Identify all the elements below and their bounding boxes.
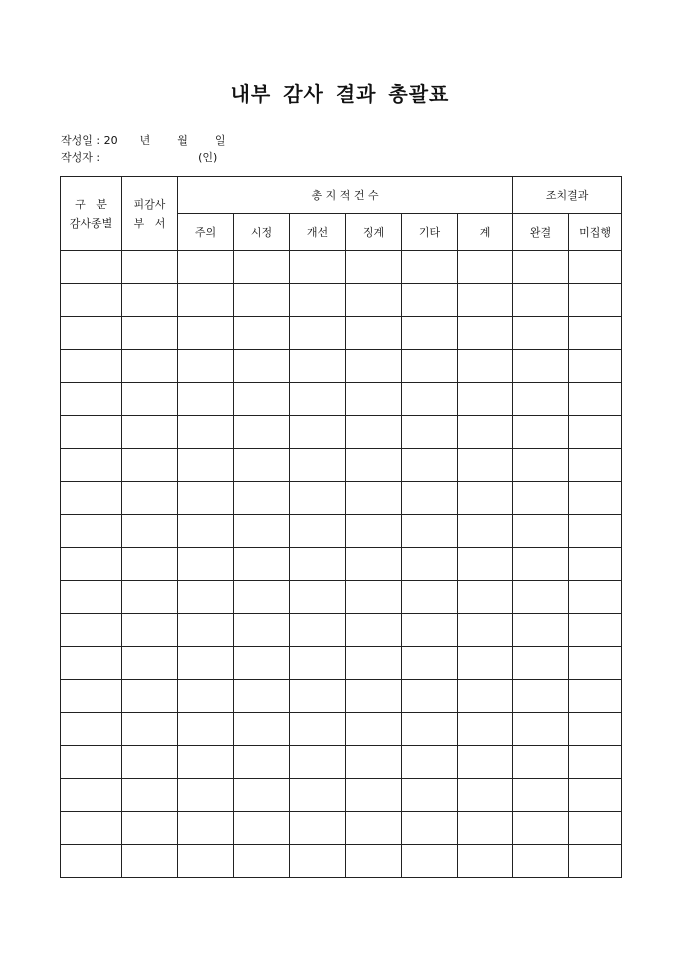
table-cell[interactable] bbox=[290, 746, 346, 779]
table-cell[interactable] bbox=[346, 713, 402, 746]
table-cell[interactable] bbox=[290, 383, 346, 416]
table-cell[interactable] bbox=[122, 713, 178, 746]
department-header bbox=[122, 177, 178, 251]
table-cell[interactable] bbox=[234, 515, 290, 548]
table-cell[interactable] bbox=[290, 812, 346, 845]
day-label: 일 bbox=[214, 134, 226, 147]
table-cell[interactable] bbox=[178, 416, 234, 449]
page-title: 내부 감사 결과 총괄표 bbox=[230, 82, 450, 106]
table-cell[interactable] bbox=[61, 416, 122, 449]
table-row bbox=[61, 317, 622, 350]
findings-col-total: 계 bbox=[458, 214, 513, 251]
table-cell[interactable] bbox=[122, 548, 178, 581]
table-cell[interactable] bbox=[569, 482, 622, 515]
table-cell[interactable] bbox=[122, 449, 178, 482]
table-cell[interactable] bbox=[346, 548, 402, 581]
table-cell[interactable] bbox=[122, 779, 178, 812]
table-cell[interactable] bbox=[346, 449, 402, 482]
table-cell[interactable] bbox=[513, 317, 569, 350]
findings-col-improvement: 개선 bbox=[290, 214, 346, 251]
table-cell[interactable] bbox=[513, 515, 569, 548]
table-cell[interactable] bbox=[234, 383, 290, 416]
table-row bbox=[61, 680, 622, 713]
table-cell[interactable] bbox=[346, 317, 402, 350]
table-cell[interactable] bbox=[61, 680, 122, 713]
table-cell[interactable] bbox=[513, 746, 569, 779]
table-cell[interactable] bbox=[402, 812, 458, 845]
table-cell[interactable] bbox=[569, 746, 622, 779]
table-cell[interactable] bbox=[234, 317, 290, 350]
table-cell[interactable] bbox=[346, 647, 402, 680]
table-cell[interactable] bbox=[234, 845, 290, 878]
table-cell[interactable] bbox=[569, 581, 622, 614]
table-cell[interactable] bbox=[61, 812, 122, 845]
table-cell[interactable] bbox=[178, 647, 234, 680]
table-cell[interactable] bbox=[346, 482, 402, 515]
table-cell[interactable] bbox=[290, 515, 346, 548]
table-cell[interactable] bbox=[569, 416, 622, 449]
table-cell[interactable] bbox=[513, 548, 569, 581]
findings-group-header: 총 지 적 건 수 bbox=[178, 177, 513, 214]
table-cell[interactable] bbox=[513, 482, 569, 515]
table-cell[interactable] bbox=[458, 647, 513, 680]
table-cell[interactable] bbox=[346, 350, 402, 383]
table-cell[interactable] bbox=[569, 680, 622, 713]
table-cell[interactable] bbox=[346, 680, 402, 713]
table-cell[interactable] bbox=[122, 251, 178, 284]
table-cell[interactable] bbox=[178, 779, 234, 812]
table-cell[interactable] bbox=[402, 845, 458, 878]
table-cell[interactable] bbox=[458, 515, 513, 548]
table-cell[interactable] bbox=[61, 713, 122, 746]
table-cell[interactable] bbox=[458, 680, 513, 713]
table-cell[interactable] bbox=[402, 482, 458, 515]
findings-col-correction: 시정 bbox=[234, 214, 290, 251]
table-row bbox=[61, 251, 622, 284]
table-cell[interactable] bbox=[234, 548, 290, 581]
findings-col-discipline: 징계 bbox=[346, 214, 402, 251]
table-cell[interactable] bbox=[178, 449, 234, 482]
year-label: 년 bbox=[139, 134, 151, 147]
table-cell[interactable] bbox=[234, 449, 290, 482]
table-cell[interactable] bbox=[122, 284, 178, 317]
header-row-1 bbox=[61, 177, 622, 214]
table-cell[interactable] bbox=[234, 647, 290, 680]
table-cell[interactable] bbox=[569, 350, 622, 383]
table-cell[interactable] bbox=[513, 383, 569, 416]
table-cell[interactable] bbox=[290, 680, 346, 713]
audit-type-header bbox=[61, 177, 122, 251]
table-cell[interactable] bbox=[178, 251, 234, 284]
findings-col-other: 기타 bbox=[402, 214, 458, 251]
table-cell[interactable] bbox=[346, 581, 402, 614]
date-line bbox=[61, 134, 226, 148]
table-cell[interactable] bbox=[234, 251, 290, 284]
table-cell[interactable] bbox=[569, 383, 622, 416]
table-row bbox=[61, 812, 622, 845]
table-cell[interactable] bbox=[178, 284, 234, 317]
table-cell[interactable] bbox=[122, 416, 178, 449]
table-cell[interactable] bbox=[61, 746, 122, 779]
table-cell[interactable] bbox=[513, 614, 569, 647]
table-cell[interactable] bbox=[513, 581, 569, 614]
seal-label: (인) bbox=[198, 151, 218, 164]
table-cell[interactable] bbox=[402, 515, 458, 548]
table-cell[interactable] bbox=[234, 614, 290, 647]
table-row bbox=[61, 713, 622, 746]
table-cell[interactable] bbox=[290, 482, 346, 515]
table-cell[interactable] bbox=[178, 350, 234, 383]
department-header-bottom: 부 서 bbox=[133, 216, 166, 230]
table-cell[interactable] bbox=[234, 581, 290, 614]
table-cell[interactable] bbox=[61, 482, 122, 515]
table-cell[interactable] bbox=[290, 317, 346, 350]
table-cell[interactable] bbox=[458, 746, 513, 779]
table-row bbox=[61, 746, 622, 779]
table-row bbox=[61, 284, 622, 317]
table-row bbox=[61, 449, 622, 482]
table-cell[interactable] bbox=[234, 416, 290, 449]
table-body bbox=[61, 251, 622, 878]
audit-type-header-bottom: 감사종별 bbox=[69, 216, 113, 230]
table-cell[interactable] bbox=[402, 647, 458, 680]
table-cell[interactable] bbox=[178, 383, 234, 416]
table-cell[interactable] bbox=[402, 581, 458, 614]
table-cell[interactable] bbox=[569, 548, 622, 581]
table-cell[interactable] bbox=[290, 581, 346, 614]
audit-summary-table bbox=[60, 176, 622, 878]
table-cell[interactable] bbox=[178, 581, 234, 614]
table-cell[interactable] bbox=[513, 647, 569, 680]
table-cell[interactable] bbox=[178, 845, 234, 878]
table-cell[interactable] bbox=[234, 482, 290, 515]
table-cell[interactable] bbox=[61, 317, 122, 350]
table-cell[interactable] bbox=[569, 449, 622, 482]
table-cell[interactable] bbox=[290, 845, 346, 878]
table-cell[interactable] bbox=[458, 383, 513, 416]
table-row bbox=[61, 779, 622, 812]
table-cell[interactable] bbox=[569, 713, 622, 746]
table-cell[interactable] bbox=[178, 680, 234, 713]
table-cell[interactable] bbox=[234, 779, 290, 812]
department-header-top: 피감사 bbox=[133, 197, 166, 211]
table-cell[interactable] bbox=[569, 251, 622, 284]
table-cell[interactable] bbox=[290, 713, 346, 746]
table-cell[interactable] bbox=[346, 779, 402, 812]
table-cell[interactable] bbox=[458, 284, 513, 317]
table-cell[interactable] bbox=[178, 515, 234, 548]
table-cell[interactable] bbox=[402, 383, 458, 416]
table-cell[interactable] bbox=[61, 779, 122, 812]
table-row bbox=[61, 581, 622, 614]
table-cell[interactable] bbox=[122, 746, 178, 779]
table-cell[interactable] bbox=[513, 845, 569, 878]
table-cell[interactable] bbox=[513, 416, 569, 449]
table-cell[interactable] bbox=[458, 449, 513, 482]
table-cell[interactable] bbox=[458, 812, 513, 845]
table-cell[interactable] bbox=[458, 581, 513, 614]
table-cell[interactable] bbox=[234, 812, 290, 845]
author-line bbox=[61, 151, 217, 165]
table-cell[interactable] bbox=[290, 416, 346, 449]
action-col-completed: 완결 bbox=[513, 214, 569, 251]
table-cell[interactable] bbox=[122, 383, 178, 416]
table-cell[interactable] bbox=[513, 449, 569, 482]
table-cell[interactable] bbox=[402, 416, 458, 449]
table-cell[interactable] bbox=[122, 647, 178, 680]
table-cell[interactable] bbox=[513, 812, 569, 845]
table-cell[interactable] bbox=[346, 416, 402, 449]
table-cell[interactable] bbox=[234, 284, 290, 317]
table-cell[interactable] bbox=[122, 845, 178, 878]
table-cell[interactable] bbox=[402, 779, 458, 812]
table-cell[interactable] bbox=[290, 614, 346, 647]
table-cell[interactable] bbox=[61, 614, 122, 647]
table-cell[interactable] bbox=[346, 845, 402, 878]
table-cell[interactable] bbox=[122, 350, 178, 383]
table-cell[interactable] bbox=[458, 614, 513, 647]
table-row bbox=[61, 350, 622, 383]
table-row bbox=[61, 482, 622, 515]
table-row bbox=[61, 647, 622, 680]
table-cell[interactable] bbox=[178, 812, 234, 845]
month-label: 월 bbox=[177, 134, 188, 147]
table-cell[interactable] bbox=[234, 350, 290, 383]
table-cell[interactable] bbox=[122, 812, 178, 845]
table-cell[interactable] bbox=[346, 746, 402, 779]
table-cell[interactable] bbox=[122, 581, 178, 614]
table-cell[interactable] bbox=[513, 251, 569, 284]
table-cell[interactable] bbox=[178, 614, 234, 647]
table-cell[interactable] bbox=[569, 515, 622, 548]
table-cell[interactable] bbox=[290, 779, 346, 812]
table-cell[interactable] bbox=[61, 845, 122, 878]
table-cell[interactable] bbox=[569, 317, 622, 350]
table-cell[interactable] bbox=[61, 251, 122, 284]
table-cell[interactable] bbox=[569, 845, 622, 878]
table-cell[interactable] bbox=[290, 251, 346, 284]
table-cell[interactable] bbox=[402, 350, 458, 383]
table-cell[interactable] bbox=[178, 746, 234, 779]
table-cell[interactable] bbox=[458, 482, 513, 515]
date-label: 작성일 : 20 bbox=[61, 134, 118, 147]
table-cell[interactable] bbox=[178, 548, 234, 581]
table-cell[interactable] bbox=[346, 284, 402, 317]
author-label: 작성자 : bbox=[61, 151, 101, 164]
table-cell[interactable] bbox=[513, 284, 569, 317]
table-cell[interactable] bbox=[290, 647, 346, 680]
table-row bbox=[61, 845, 622, 878]
table-cell[interactable] bbox=[290, 284, 346, 317]
table-cell[interactable] bbox=[61, 515, 122, 548]
table-cell[interactable] bbox=[346, 812, 402, 845]
table-cell[interactable] bbox=[569, 614, 622, 647]
table-cell[interactable] bbox=[458, 251, 513, 284]
table-cell[interactable] bbox=[569, 284, 622, 317]
table-cell[interactable] bbox=[569, 647, 622, 680]
table-row bbox=[61, 416, 622, 449]
table-cell[interactable] bbox=[61, 581, 122, 614]
table-cell[interactable] bbox=[234, 680, 290, 713]
table-cell[interactable] bbox=[402, 746, 458, 779]
table-cell[interactable] bbox=[513, 350, 569, 383]
table-cell[interactable] bbox=[290, 449, 346, 482]
table-cell[interactable] bbox=[402, 680, 458, 713]
table-cell[interactable] bbox=[569, 779, 622, 812]
table-cell[interactable] bbox=[458, 779, 513, 812]
table-cell[interactable] bbox=[178, 713, 234, 746]
findings-col-caution: 주의 bbox=[178, 214, 234, 251]
table-row bbox=[61, 548, 622, 581]
table-cell[interactable] bbox=[61, 284, 122, 317]
table-cell[interactable] bbox=[122, 515, 178, 548]
table-cell[interactable] bbox=[346, 614, 402, 647]
table-cell[interactable] bbox=[458, 317, 513, 350]
table-cell[interactable] bbox=[61, 548, 122, 581]
table-cell[interactable] bbox=[402, 317, 458, 350]
table-cell[interactable] bbox=[61, 383, 122, 416]
table-cell[interactable] bbox=[178, 482, 234, 515]
table-cell[interactable] bbox=[290, 350, 346, 383]
table-cell[interactable] bbox=[402, 449, 458, 482]
table-cell[interactable] bbox=[290, 548, 346, 581]
table-cell[interactable] bbox=[234, 746, 290, 779]
table-cell[interactable] bbox=[458, 713, 513, 746]
table-cell[interactable] bbox=[458, 416, 513, 449]
table-cell[interactable] bbox=[234, 713, 290, 746]
table-cell[interactable] bbox=[61, 647, 122, 680]
table-cell[interactable] bbox=[402, 284, 458, 317]
table-cell[interactable] bbox=[346, 515, 402, 548]
action-col-pending: 미집행 bbox=[569, 214, 622, 251]
table-cell[interactable] bbox=[513, 680, 569, 713]
table-cell[interactable] bbox=[122, 680, 178, 713]
table-cell[interactable] bbox=[346, 383, 402, 416]
table-row bbox=[61, 614, 622, 647]
table-cell[interactable] bbox=[402, 548, 458, 581]
audit-type-header-top: 구 분 bbox=[75, 197, 107, 211]
table-cell[interactable] bbox=[513, 779, 569, 812]
table-cell[interactable] bbox=[61, 449, 122, 482]
table-cell[interactable] bbox=[402, 614, 458, 647]
table-cell[interactable] bbox=[458, 350, 513, 383]
table-cell[interactable] bbox=[178, 317, 234, 350]
table-cell[interactable] bbox=[458, 548, 513, 581]
action-group-header: 조치결과 bbox=[513, 177, 622, 214]
table-cell[interactable] bbox=[122, 614, 178, 647]
table-row bbox=[61, 383, 622, 416]
table-cell[interactable] bbox=[402, 713, 458, 746]
table-row bbox=[61, 515, 622, 548]
table-cell[interactable] bbox=[346, 251, 402, 284]
table-cell[interactable] bbox=[458, 845, 513, 878]
table-cell[interactable] bbox=[513, 713, 569, 746]
table-cell[interactable] bbox=[61, 350, 122, 383]
table-cell[interactable] bbox=[569, 812, 622, 845]
table-cell[interactable] bbox=[402, 251, 458, 284]
table-cell[interactable] bbox=[122, 482, 178, 515]
table-cell[interactable] bbox=[122, 317, 178, 350]
